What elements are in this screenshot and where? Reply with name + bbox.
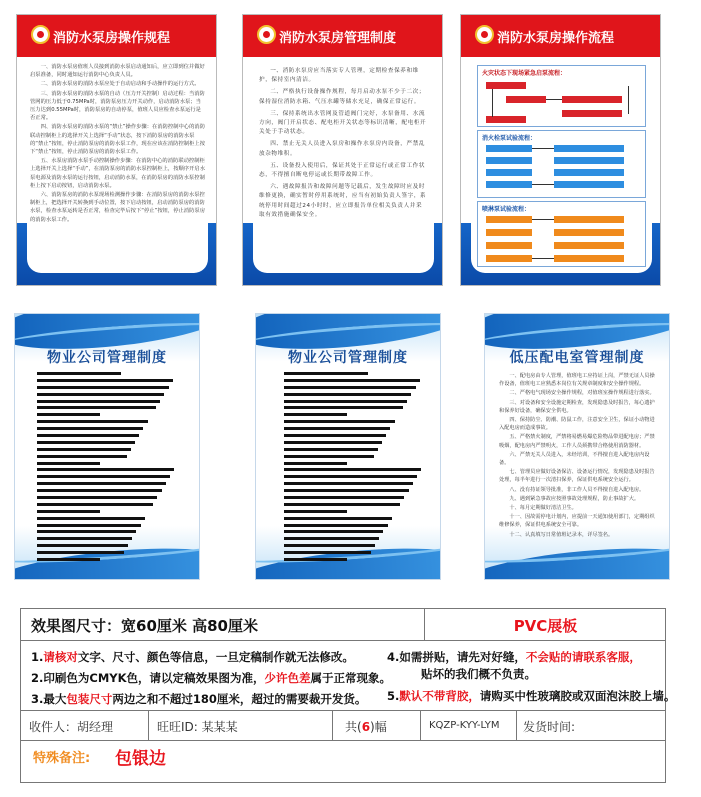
redacted-line bbox=[37, 510, 100, 513]
redacted-line bbox=[284, 372, 368, 375]
paragraph: 七、管理员应做好设备保洁、设备运行情况，发现隐患及时报告处理，每半年进行一次清扫保养，保证供电系统安全运行。 bbox=[499, 469, 655, 484]
board-title: 物业公司管理制度 bbox=[288, 350, 408, 366]
flow-section-emergency bbox=[477, 65, 646, 127]
redacted-line bbox=[37, 420, 148, 423]
redacted-line bbox=[37, 530, 136, 533]
paragraph: 三、保持系统出水管网及管道阀门完好，水泵备用、水流方向，阀门开启状态、配电柜开关状态等标识清晰，配电柜开关处于手动状态。 bbox=[259, 110, 427, 136]
redacted-line bbox=[284, 537, 379, 540]
flow-box bbox=[554, 145, 624, 152]
remark-value: 包银边 bbox=[115, 749, 166, 769]
board-title: 低压配电室管理制度 bbox=[509, 350, 645, 366]
flow-connector bbox=[532, 258, 554, 259]
redacted-line bbox=[284, 420, 395, 423]
wangwang-id: 旺旺ID: 某某某 bbox=[157, 720, 238, 734]
paragraph: 二、严格电气现场安全操作规程，对值班室操作规程进行落实。 bbox=[509, 390, 655, 397]
flow-box bbox=[486, 169, 532, 176]
redacted-line bbox=[284, 386, 416, 389]
redacted-line bbox=[37, 379, 173, 382]
redacted-line bbox=[284, 413, 347, 416]
count-cell bbox=[333, 711, 421, 740]
board-low-voltage-room bbox=[484, 313, 670, 580]
flow-section-label: 消火栓泵试验流程： bbox=[482, 135, 537, 142]
flow-box bbox=[486, 157, 532, 164]
paragraph: 五、设备投入使用后，保证其处于正常运行或正常工作状态，不得擅自断电停运或长期带故障工作。 bbox=[259, 162, 426, 179]
redacted-line bbox=[37, 537, 132, 540]
flow-box bbox=[486, 242, 532, 249]
paragraph: 一、消防水泵房应当落实专人管理，定期检查保养和维护，保持室内清洁。 bbox=[259, 68, 419, 84]
redacted-line bbox=[284, 427, 390, 430]
redacted-line bbox=[284, 544, 375, 547]
paragraph: 八、没有持证领导批准，非工作人员不得擅自进入配电房。 bbox=[509, 486, 645, 493]
redacted-line bbox=[284, 455, 374, 458]
redacted-line bbox=[284, 496, 404, 499]
flow-box bbox=[486, 116, 526, 123]
fire-emblem-icon bbox=[475, 25, 494, 44]
redacted-line bbox=[284, 434, 386, 437]
paragraph: 四、保持防尘、防潮、防鼠工作，注意安全卫生，保证小动物进入配电房而造成事故。 bbox=[499, 417, 655, 432]
ship-time: 发货时间: bbox=[523, 720, 576, 734]
product-code: KQZP-KYY-LYM bbox=[429, 720, 500, 731]
material-cell bbox=[425, 609, 666, 640]
code-cell bbox=[421, 711, 517, 740]
flow-section-label: 喷淋泵试验流程： bbox=[482, 206, 531, 213]
redacted-line bbox=[284, 406, 403, 409]
paragraph: 三、对设备和安全设施定期检查，发现隐患及时报告，每心遗护和保养好设备，确保安全供电。 bbox=[499, 399, 655, 414]
redacted-line bbox=[37, 524, 141, 527]
redacted-line bbox=[37, 393, 164, 396]
redacted-line bbox=[284, 400, 407, 403]
board-property-rules-1 bbox=[14, 313, 200, 580]
spec-row-order bbox=[21, 711, 665, 741]
flow-box bbox=[562, 96, 622, 103]
paragraph: 六、严禁无关人员进入，未经培训，不得擅自进入配电房内设备。 bbox=[499, 451, 650, 467]
redacted-line bbox=[37, 441, 135, 444]
board-pump-room-rules bbox=[16, 14, 217, 286]
flow-section-label: 火灾状态下现场紧急启泵流程： bbox=[482, 70, 567, 77]
board-title: 物业公司管理制度 bbox=[47, 350, 167, 366]
redacted-line bbox=[284, 441, 382, 444]
flow-box bbox=[486, 82, 526, 89]
material-text: PVC展板 bbox=[513, 617, 578, 635]
redacted-line bbox=[284, 558, 347, 561]
redacted-line bbox=[37, 413, 100, 416]
board-content-panel bbox=[471, 61, 652, 273]
redacted-line bbox=[284, 468, 421, 471]
redacted-line bbox=[37, 489, 162, 492]
redacted-line bbox=[37, 434, 139, 437]
flow-box bbox=[554, 157, 624, 164]
flow-connector bbox=[546, 99, 562, 100]
board-title: 消防水泵房管理制度 bbox=[279, 31, 397, 46]
redacted-line bbox=[37, 558, 100, 561]
count: 共(6)幅 bbox=[345, 720, 387, 734]
flow-section-sprinkler-test bbox=[477, 201, 646, 267]
paragraph: 一、消防水泵房值班人员接到消防水泵启动通知后，应立即到位并做好启泵准备，同时通知运行消防中心负责人员。 bbox=[30, 64, 205, 79]
redacted-line bbox=[284, 510, 347, 513]
note-4: 4.如需拼贴，请先对好缝，不会贴的请联系客服， bbox=[387, 650, 641, 664]
board-title: 消防水泵房操作流程 bbox=[497, 31, 615, 46]
flow-box bbox=[554, 229, 624, 236]
remark-label: 特殊备注: bbox=[33, 751, 91, 766]
board-title: 消防水泵房操作规程 bbox=[53, 31, 171, 46]
redacted-line bbox=[37, 427, 143, 430]
board-content-panel bbox=[253, 61, 434, 273]
redacted-line bbox=[284, 551, 371, 554]
spec-table bbox=[20, 608, 676, 783]
flow-box bbox=[486, 181, 532, 188]
board-content-panel bbox=[27, 61, 208, 273]
flow-connector bbox=[532, 219, 554, 220]
redacted-line bbox=[37, 503, 153, 506]
flow-box bbox=[554, 255, 624, 262]
flow-box bbox=[486, 229, 532, 236]
redacted-line bbox=[37, 475, 170, 478]
paragraph: 十、每月定期做好清洁卫生。 bbox=[509, 505, 577, 512]
redacted-line bbox=[284, 393, 411, 396]
note-5: 5.默认不带背胶，请购买中性玻璃胶或双面泡沫胶上墙。 bbox=[387, 689, 676, 703]
paragraph: 五、严格禁火制度，严禁将易燃易爆危险物品带进配电房；严禁吸烟，配电房内严禁明火，工作人员须携带合格使用消防器材。 bbox=[499, 434, 655, 449]
redacted-line bbox=[37, 386, 169, 389]
redacted-line bbox=[37, 462, 100, 465]
note-2: 2.印刷色为CMYK色，请以定稿效果图为准，少许色差属于正常现象。 bbox=[31, 671, 391, 685]
paragraph: 四、消防水泵房的消防水泵的“禁止”操作步骤：在消防控制中心的消防联动控制柜上的选择开关上选择“手动”状态，按下消防泵房的消防水泵的“禁止”按钮，停止消防泵房的消防水泵工作，现在应该在消防控制柜上按下“禁止”按钮，停止消防泵房的消防水泵工作。 bbox=[30, 124, 205, 156]
redacted-line bbox=[284, 517, 392, 520]
fire-emblem-icon bbox=[31, 25, 50, 44]
paragraph: 六、遇故障报告和故障问题等记载后，发生故障时应及时维修更换，确实暂时停用系统时，应当有初始负责人签字，系统停用时间超过24小时时，应立即报告单位相关负责人并采取有效措施确保安全。 bbox=[259, 184, 427, 218]
paragraph: 二、消防水泵房的消防水泵应处于自动启动和手动操作的运行方式。 bbox=[40, 81, 200, 88]
note-3: 3.最大包装尺寸两边之和不超过180厘米，超过的需要裁开发货。 bbox=[31, 692, 367, 706]
redacted-line bbox=[37, 482, 166, 485]
redacted-text-block bbox=[37, 372, 177, 565]
flow-box bbox=[486, 255, 532, 262]
recipient-cell bbox=[21, 711, 149, 740]
flow-connector bbox=[628, 86, 629, 114]
flow-box bbox=[554, 169, 624, 176]
flow-box bbox=[554, 242, 624, 249]
paragraph: 十一、因故需停电计划内，应提前一天通知使用部门，定期组织维修保养，保证供电系统安全可靠。 bbox=[499, 514, 655, 529]
redacted-line bbox=[284, 503, 400, 506]
redacted-line bbox=[284, 462, 347, 465]
redacted-line bbox=[284, 482, 413, 485]
redacted-line bbox=[37, 455, 127, 458]
recipient: 收件人：胡经理 bbox=[29, 720, 114, 734]
flow-box bbox=[554, 216, 624, 223]
paragraph: 十二、认真填写日常值班记录本，详尽签名。 bbox=[509, 531, 614, 538]
spec-row-notes bbox=[21, 641, 676, 711]
flow-section-hydrant-test bbox=[477, 130, 646, 198]
board-pump-room-management bbox=[242, 14, 443, 286]
board-text bbox=[499, 372, 659, 540]
redacted-line bbox=[37, 551, 124, 554]
flow-connector bbox=[492, 89, 493, 117]
flow-connector bbox=[532, 184, 554, 185]
paragraph: 五、水泵房消防水泵手动控制操作步骤：在消防中心的消防联动控制柜上选择开关上选择“手动”，在消防泵房的消防水泵控制柜上，按顺序开启水泵电源及消防水泵的运行按钮，启动消防水泵，在消防泵房的消防水泵控制柜上按下启动按钮，启动消防水泵。 bbox=[30, 158, 205, 189]
wangwang-cell bbox=[149, 711, 333, 740]
spec-row-size bbox=[21, 609, 665, 641]
redacted-line bbox=[284, 524, 388, 527]
redacted-line bbox=[37, 400, 160, 403]
note-1: 1.请核对文字、尺寸、颜色等信息，一旦定稿制作就无法修改。 bbox=[31, 650, 354, 664]
redacted-line bbox=[37, 517, 145, 520]
redacted-line bbox=[284, 379, 420, 382]
flow-connector bbox=[532, 148, 554, 149]
ship-time-cell bbox=[517, 711, 666, 740]
flow-box bbox=[554, 181, 624, 188]
note-4-cont: 贴坏的我们概不负责。 bbox=[421, 667, 536, 681]
redacted-line bbox=[284, 489, 409, 492]
redacted-line bbox=[284, 475, 417, 478]
paragraph: 九、遇到紧急事故应按照事故处理规程，防止事故扩大。 bbox=[509, 495, 640, 502]
redacted-text-block bbox=[284, 372, 424, 565]
redacted-line bbox=[37, 406, 156, 409]
redacted-line bbox=[284, 448, 378, 451]
board-text bbox=[253, 61, 434, 229]
paragraph: 四、禁止无关人员进入泵房和操作水泵房内设备，严禁乱放杂物堆积。 bbox=[259, 141, 426, 157]
board-property-rules-2 bbox=[255, 313, 441, 580]
redacted-line bbox=[37, 544, 128, 547]
redacted-line bbox=[37, 468, 174, 471]
size-text: 效果图尺寸：宽60厘米 高80厘米 bbox=[31, 617, 258, 635]
board-pump-room-flow bbox=[460, 14, 661, 286]
paragraph: 六、消防泵房的消防水泵现场检测操作步骤：在消防泵房的消防水泵控制柜上，把选择开关转换到手动位置，按下启动按钮，启动消防泵房的消防水泵，检查水泵运转是否正常，检查完毕后按下“停止”按钮，停止消防泵房的消防水泵工作。 bbox=[30, 192, 205, 223]
flow-box bbox=[562, 110, 622, 117]
paragraph: 一、配电房由专人管理，值班电工应持证上岗，严禁无证人员操作设备，值班电工应熟悉本岗位有关规章制度和安全操作规程。 bbox=[499, 373, 655, 388]
flow-box bbox=[486, 145, 532, 152]
spec-row-remark bbox=[21, 741, 665, 783]
redacted-line bbox=[37, 372, 121, 375]
flow-box bbox=[486, 216, 532, 223]
board-text bbox=[27, 61, 208, 227]
fire-emblem-icon bbox=[257, 25, 276, 44]
paragraph: 三、消防水泵房的消防水泵的自动（压力开关控制）启动过程：当消防管网的压力低于0.75MPa时，消防泵房压力开关动作，启动消防水泵；当压力达到0.55MPa时，消防泵房的自动停泵，值班人员应检查水泵运行是否正常。 bbox=[30, 90, 205, 122]
redacted-line bbox=[37, 496, 157, 499]
redacted-line bbox=[284, 530, 383, 533]
redacted-line bbox=[37, 448, 131, 451]
size-cell bbox=[21, 609, 425, 640]
flow-box bbox=[506, 96, 546, 103]
paragraph: 二、严格执行设备操作规程，每月启动水泵不少于二次；保持湿位消防水箱、气压水罐等储水充足，确保正常运行。 bbox=[259, 89, 426, 105]
